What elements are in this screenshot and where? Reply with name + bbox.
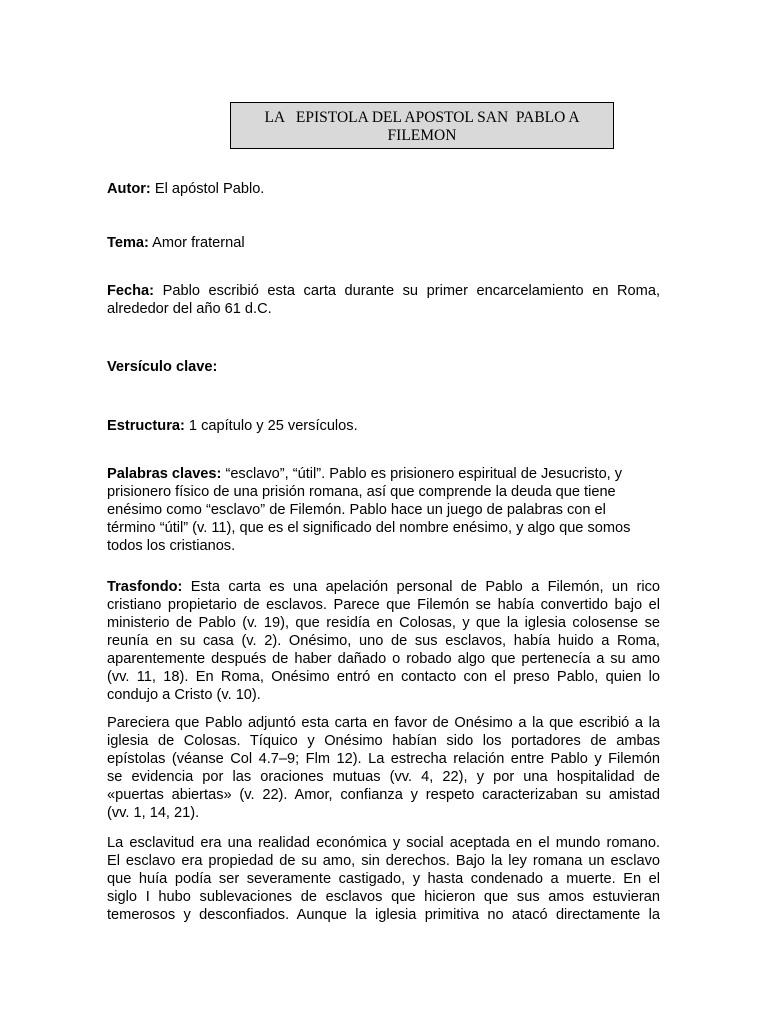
tema-value: Amor fraternal <box>148 235 245 251</box>
palabras-line-1: Palabras claves: “esclavo”, “útil”. Pablo es prisionero espiritual de Jesucristo, y <box>107 466 623 482</box>
fecha-label: Fecha: <box>107 283 155 299</box>
fecha-line-1: Fecha: Pablo escribió esta carta durante su primer encarcelamiento en Roma, <box>107 283 660 299</box>
estructura-label: Estructura: <box>107 418 185 434</box>
esclavitud-line-1: La esclavitud era una realidad económica y social aceptada en el mundo romano. <box>107 835 660 851</box>
pareciera-line-1: Pareciera que Pablo adjuntó esta carta en favor de Onésimo a la que escribió a la <box>107 715 660 731</box>
pareciera-line-2: iglesia de Colosas. Tíquico y Onésimo habían sido los portadores de ambas <box>107 733 660 749</box>
versiculo-field <box>107 358 660 376</box>
trasfondo-line-3: ministerio de Pablo (v. 19), que residía en Colosas, y que la iglesia colosense se <box>107 615 660 631</box>
palabras-line-5: todos los cristianos. <box>107 538 236 554</box>
esclavitud-paragraph <box>107 834 660 924</box>
palabras-line-4: término “útil” (v. 11), que es el significado del nombre enésimo, y algo que somos <box>107 520 631 536</box>
esclavitud-line-2: El esclavo era propiedad de su amo, sin derechos. Bajo la ley romana un esclavo <box>107 853 660 869</box>
autor-value: El apóstol Pablo. <box>150 181 265 197</box>
tema-field <box>107 234 660 252</box>
estructura-value: 1 capítulo y 25 versículos. <box>184 418 358 434</box>
versiculo-label: Versículo clave: <box>107 359 218 375</box>
trasfondo-line-4: reunía en su casa (v. 2). Onésimo, uno de sus esclavos, había huido a Roma, <box>107 633 660 649</box>
trasfondo-line-5: aparentemente después de haber dañado o robado algo que pertenecía a su amo <box>107 651 660 667</box>
trasfondo-label: Trasfondo: <box>107 579 183 595</box>
palabras-label: Palabras claves: <box>107 466 222 482</box>
esclavitud-line-5: temerosos y desconfiados. Aunque la iglesia primitiva no atacó directamente la <box>107 907 660 923</box>
pareciera-line-5: «puertas abiertas» (v. 22). Amor, confianza y respeto caracterizaban su amistad <box>107 787 660 803</box>
trasfondo-paragraph <box>107 578 660 704</box>
document-title <box>230 102 614 149</box>
pareciera-line-3: epístolas (véanse Col 4.7–9; Flm 12). La estrecha relación entre Pablo y Filemón <box>107 751 660 767</box>
fecha-line-2: alrededor del año 61 d.C. <box>107 301 272 317</box>
title-line-2: FILEMON <box>387 127 457 144</box>
autor-field <box>107 180 660 198</box>
estructura-field <box>107 417 660 435</box>
pareciera-line-4: se evidencia por las oraciones mutuas (vv. 4, 22), y por una hospitalidad de <box>107 769 660 785</box>
pareciera-line-6: (vv. 1, 14, 21). <box>107 805 200 821</box>
tema-label: Tema: <box>107 235 149 251</box>
trasfondo-line-2: cristiano propietario de esclavos. Parece que Filemón se había convertido bajo el <box>107 597 660 613</box>
palabras-line-3: enésimo como “esclavo” de Filemón. Pablo hace un juego de palabras con el <box>107 502 606 518</box>
palabras-line-2: prisionero físico de una prisión romana, así que comprende la deuda que tiene <box>107 484 616 500</box>
trasfondo-line-7: condujo a Cristo (v. 10). <box>107 687 261 703</box>
trasfondo-line-1: Trasfondo: Esta carta es una apelación personal de Pablo a Filemón, un rico <box>107 579 660 595</box>
palabras-claves-field <box>107 465 660 555</box>
autor-label: Autor: <box>107 181 151 197</box>
title-line-1: LA EPISTOLA DEL APOSTOL SAN PABLO A <box>264 109 580 126</box>
esclavitud-line-3: que huía podía ser severamente castigado, y hasta condenado a muerte. En el <box>107 871 660 887</box>
esclavitud-line-4: siglo I hubo sublevaciones de esclavos que hicieron que sus amos estuvieran <box>107 889 660 905</box>
fecha-field <box>107 282 660 318</box>
pareciera-paragraph <box>107 714 660 822</box>
trasfondo-line-6: (vv. 11, 18). En Roma, Onésimo entró en contacto con el preso Pablo, quien lo <box>107 669 660 685</box>
